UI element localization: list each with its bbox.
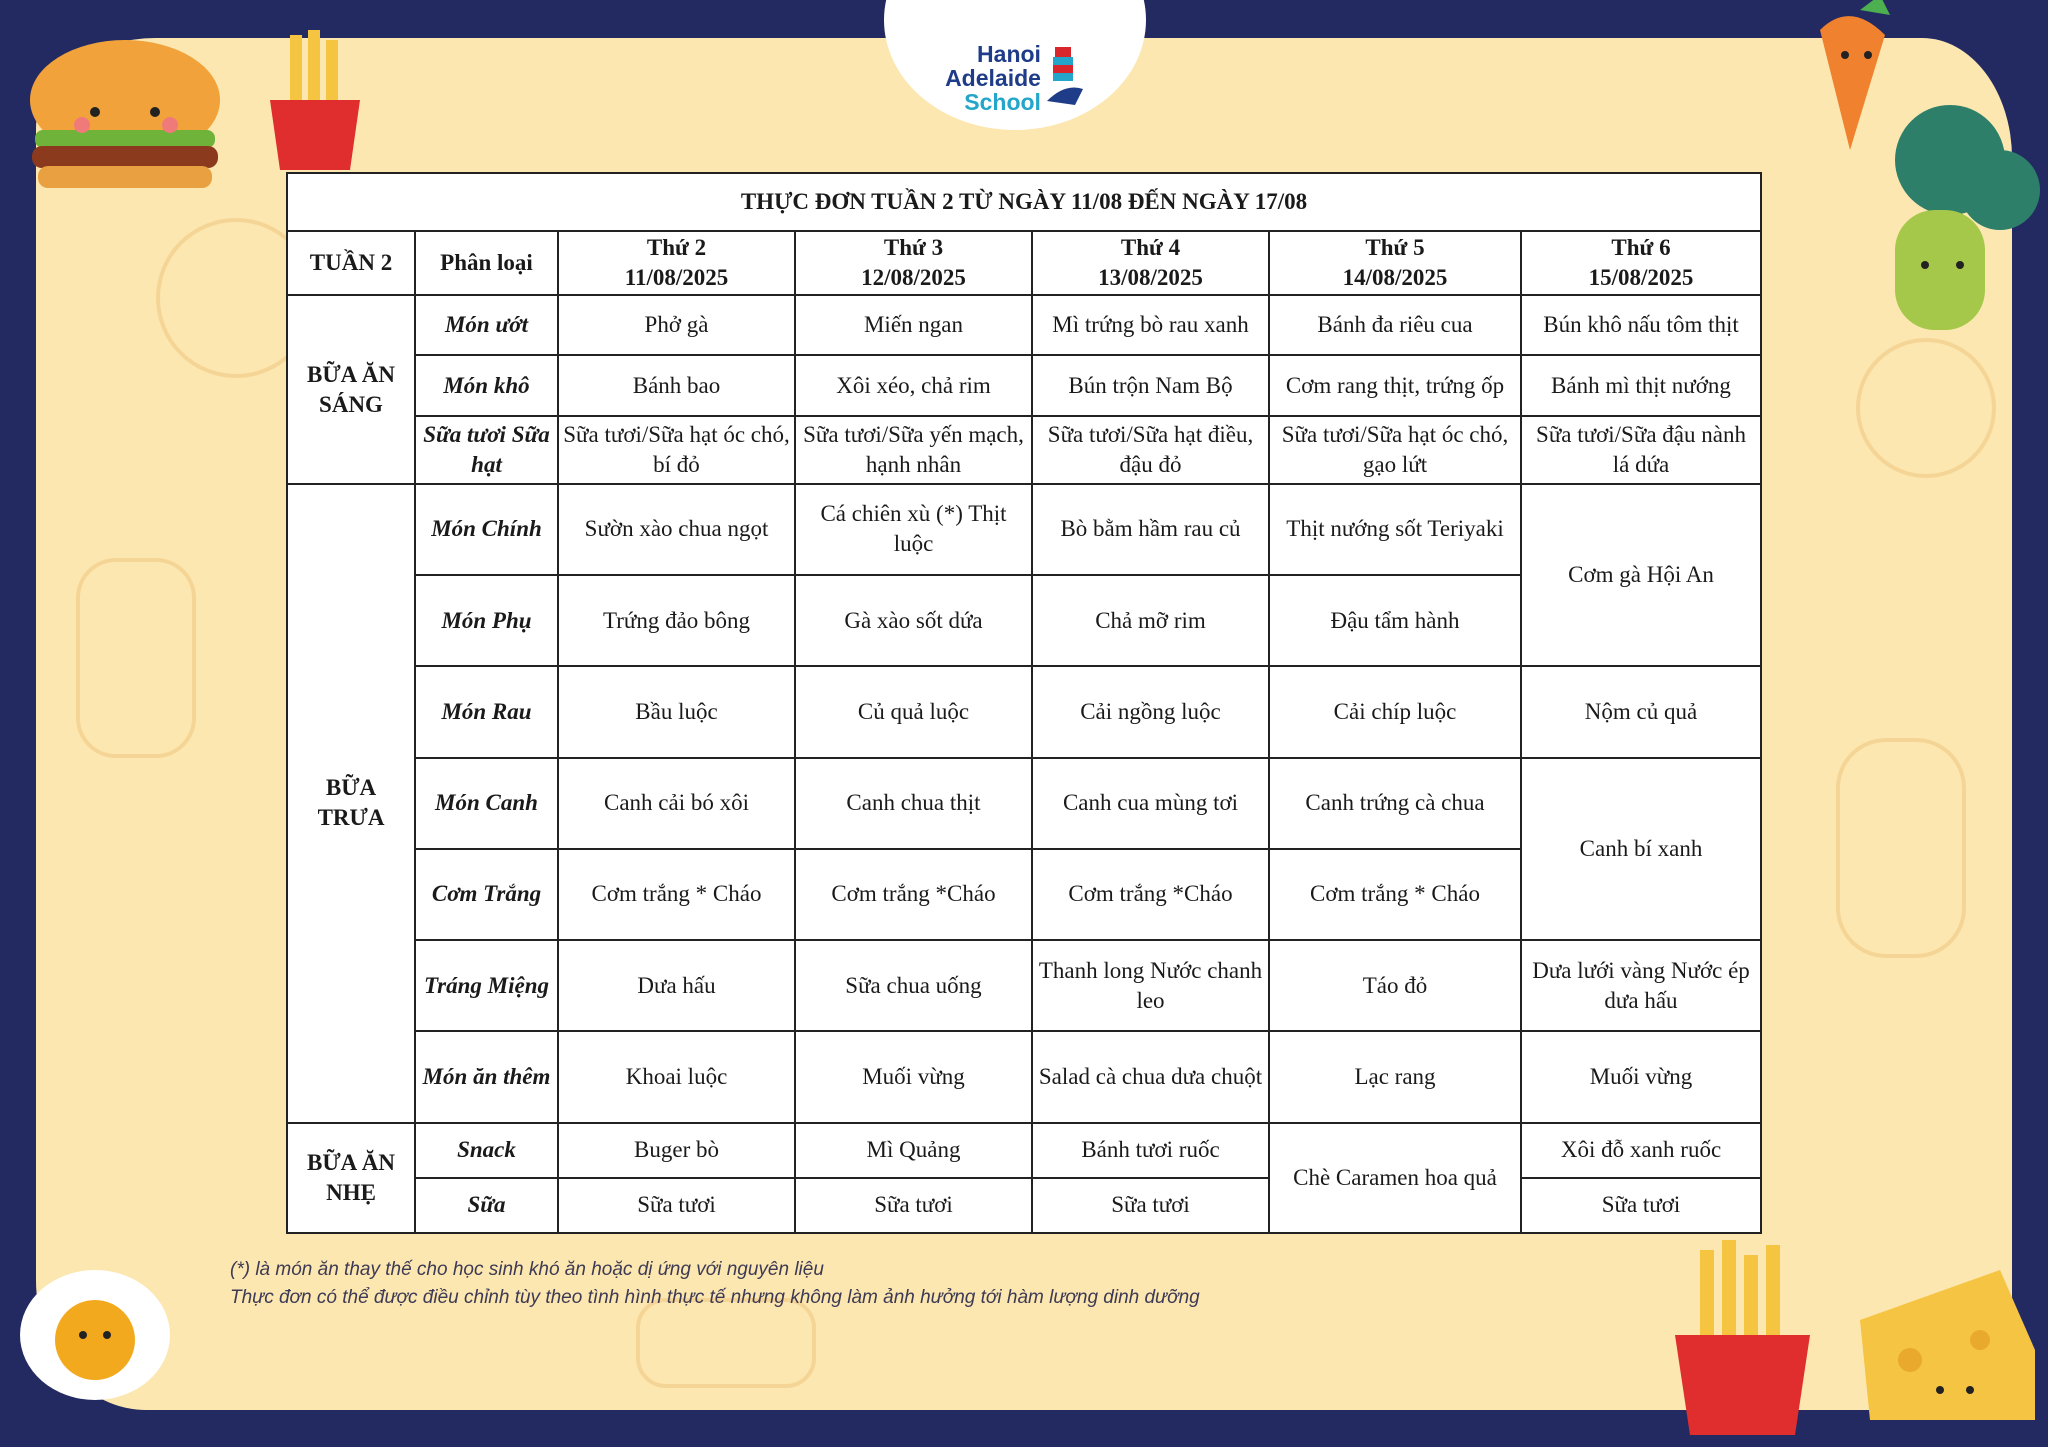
menu-cell: Cơm rang thịt, trứng ốp [1269, 355, 1521, 415]
menu-cell: Sữa tươi/Sữa hạt điều, đậu đỏ [1032, 416, 1269, 484]
menu-cell: Nộm củ quả [1521, 666, 1761, 757]
menu-cell: Sữa tươi [558, 1178, 795, 1233]
menu-cell: Sữa tươi/Sữa hạt óc chó, bí đỏ [558, 416, 795, 484]
menu-cell: Bánh đa riêu cua [1269, 295, 1521, 355]
logo-text-school: School [964, 89, 1041, 115]
category-header: Phân loại [415, 231, 558, 295]
table-row [287, 1123, 1761, 1178]
fries-illustration [250, 30, 380, 170]
table-row [287, 940, 1761, 1031]
fries-illustration [1660, 1240, 1820, 1440]
lighthouse-icon [1045, 43, 1085, 113]
footnotes [230, 1256, 1200, 1312]
doodle-shape [76, 558, 196, 758]
menu-title: THỰC ĐƠN TUẦN 2 TỪ NGÀY 11/08 ĐẾN NGÀY 17/08 [287, 173, 1761, 231]
menu-cell: Muối vừng [795, 1031, 1032, 1122]
meal-breakfast: BỮA ĂN SÁNG [287, 295, 415, 484]
week-label: TUẦN 2 [287, 231, 415, 295]
day-header-thu-5: Thứ 5 14/08/2025 [1269, 231, 1521, 295]
menu-cell: Thịt nướng sốt Teriyaki [1269, 484, 1521, 575]
burger-illustration [10, 30, 240, 200]
category-mon-rau: Món Rau [415, 666, 558, 757]
table-row [287, 1178, 1761, 1233]
menu-cell: Mì Quảng [795, 1123, 1032, 1178]
footnote-substitute: (*) là món ăn thay thế cho học sinh khó ăn hoặc dị ứng với nguyên liệu [230, 1259, 824, 1280]
day-header-thu-6: Thứ 6 15/08/2025 [1521, 231, 1761, 295]
menu-cell: Canh trứng cà chua [1269, 758, 1521, 849]
menu-cell: Cơm trắng *Cháo [1032, 849, 1269, 940]
weekly-menu-table [286, 172, 1762, 1234]
menu-cell: Sữa tươi [795, 1178, 1032, 1233]
category-mon-phu: Món Phụ [415, 575, 558, 666]
menu-cell: Xôi đỗ xanh ruốc [1521, 1123, 1761, 1178]
menu-cell: Buger bò [558, 1123, 795, 1178]
menu-cell: Trứng đảo bông [558, 575, 795, 666]
broccoli-illustration [1860, 100, 2040, 340]
menu-cell: Đậu tẩm hành [1269, 575, 1521, 666]
menu-cell: Sữa tươi [1521, 1178, 1761, 1233]
menu-cell: Sữa tươi [1032, 1178, 1269, 1233]
menu-cell: Cơm trắng * Cháo [558, 849, 795, 940]
menu-cell: Cơm gà Hội An [1521, 484, 1761, 667]
table-row [287, 484, 1761, 575]
cheese-illustration [1850, 1250, 2040, 1430]
menu-cell: Gà xào sốt dứa [795, 575, 1032, 666]
table-row [287, 1031, 1761, 1122]
menu-cell: Dưa lưới vàng Nước ép dưa hấu [1521, 940, 1761, 1031]
category-mon-chinh: Món Chính [415, 484, 558, 575]
menu-cell: Bò bằm hầm rau củ [1032, 484, 1269, 575]
menu-cell: Canh cua mùng tơi [1032, 758, 1269, 849]
menu-cell: Cơm trắng * Cháo [1269, 849, 1521, 940]
menu-cell: Sữa tươi/Sữa yến mạch, hạnh nhân [795, 416, 1032, 484]
egg-illustration [15, 1255, 175, 1405]
menu-cell: Miến ngan [795, 295, 1032, 355]
menu-cell: Thanh long Nước chanh leo [1032, 940, 1269, 1031]
menu-cell: Táo đỏ [1269, 940, 1521, 1031]
menu-cell: Cá chiên xù (*) Thịt luộc [795, 484, 1032, 575]
menu-cell: Bún khô nấu tôm thịt [1521, 295, 1761, 355]
meal-lunch: BỮA TRƯA [287, 484, 415, 1123]
menu-cell: Cải chíp luộc [1269, 666, 1521, 757]
menu-cell: Mì trứng bò rau xanh [1032, 295, 1269, 355]
footnote-adjustment: Thực đơn có thể được điều chỉnh tùy theo tình hình thực tế nhưng không làm ảnh hưởng tới hàm lượng dinh dưỡng [230, 1287, 1200, 1308]
logo-text-hanoi: Hanoi [977, 41, 1041, 67]
table-row [287, 416, 1761, 484]
menu-cell: Khoai luộc [558, 1031, 795, 1122]
category-mon-canh: Món Canh [415, 758, 558, 849]
meal-snack: BỮA ĂN NHẸ [287, 1123, 415, 1233]
table-row [287, 758, 1761, 849]
menu-cell: Bánh tươi ruốc [1032, 1123, 1269, 1178]
menu-cell: Sườn xào chua ngọt [558, 484, 795, 575]
doodle-circle [1856, 338, 1996, 478]
category-com-trang: Cơm Trắng [415, 849, 558, 940]
menu-cell: Lạc rang [1269, 1031, 1521, 1122]
menu-cell: Cơm trắng *Cháo [795, 849, 1032, 940]
menu-cell: Xôi xéo, chả rim [795, 355, 1032, 415]
menu-cell: Sữa chua uống [795, 940, 1032, 1031]
menu-cell: Phở gà [558, 295, 795, 355]
menu-cell: Bún trộn Nam Bộ [1032, 355, 1269, 415]
menu-cell: Salad cà chua dưa chuột [1032, 1031, 1269, 1122]
menu-cell: Chè Caramen hoa quả [1269, 1123, 1521, 1233]
menu-cell: Canh cải bó xôi [558, 758, 795, 849]
table-row [287, 355, 1761, 415]
table-row [287, 295, 1761, 355]
category-sua-tuoi: Sữa tươi Sữa hạt [415, 416, 558, 484]
day-header-thu-4: Thứ 4 13/08/2025 [1032, 231, 1269, 295]
menu-cell: Bánh mì thịt nướng [1521, 355, 1761, 415]
day-header-thu-3: Thứ 3 12/08/2025 [795, 231, 1032, 295]
menu-cell: Bánh bao [558, 355, 795, 415]
menu-cell: Bầu luộc [558, 666, 795, 757]
category-trang-mieng: Tráng Miệng [415, 940, 558, 1031]
day-header-thu-2: Thứ 2 11/08/2025 [558, 231, 795, 295]
school-logo [945, 42, 1085, 114]
table-row [287, 666, 1761, 757]
menu-cell: Sữa tươi/Sữa đậu nành lá dứa [1521, 416, 1761, 484]
logo-text-adelaide: Adelaide [945, 65, 1041, 91]
category-sua: Sữa [415, 1178, 558, 1233]
category-mon-an-them: Món ăn thêm [415, 1031, 558, 1122]
category-mon-uot: Món ướt [415, 295, 558, 355]
menu-cell: Củ quả luộc [795, 666, 1032, 757]
menu-cell: Dưa hấu [558, 940, 795, 1031]
menu-cell: Chả mỡ rim [1032, 575, 1269, 666]
menu-cell: Sữa tươi/Sữa hạt óc chó, gạo lứt [1269, 416, 1521, 484]
doodle-shape [1836, 738, 1966, 958]
category-snack: Snack [415, 1123, 558, 1178]
menu-cell: Muối vừng [1521, 1031, 1761, 1122]
menu-cell: Cải ngồng luộc [1032, 666, 1269, 757]
menu-cell: Canh chua thịt [795, 758, 1032, 849]
category-mon-kho: Món khô [415, 355, 558, 415]
menu-cell: Canh bí xanh [1521, 758, 1761, 941]
